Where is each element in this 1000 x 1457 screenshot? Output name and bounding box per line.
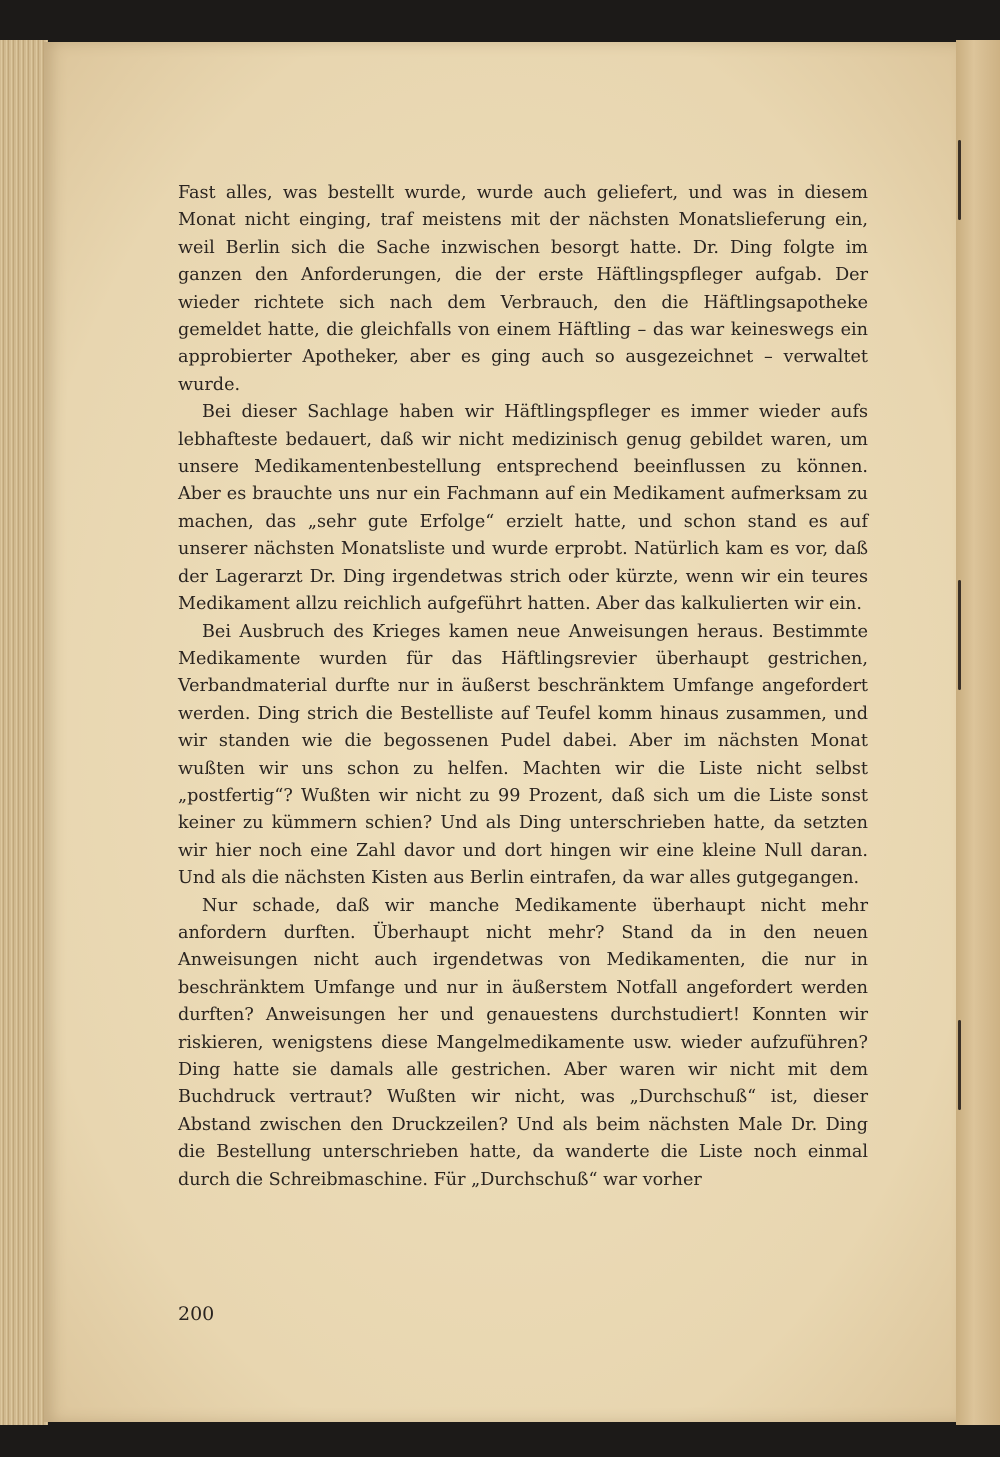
binding-mark	[958, 140, 961, 220]
paragraph: Nur schade, daß wir manche Medikamente überhaupt nicht mehr anfordern durften. Überhaupt nicht mehr? Stand da in den neuen Anweisungen nicht auch irgendetwas von Medikamenten, die nur in beschränktem Umfange und nur in äußerstem Notfall angefordert werden durften? Anweisungen her und genauestens durchstudiert! Konnten wir riskieren, wenigstens diese Mangelmedikamente usw. wieder aufzuführen? Ding hatte sie damals alle gestrichen. Aber waren wir nicht mit dem Buchdruck vertraut? Wußten wir nicht, was „Durchschuß“ ist, dieser Abstand zwischen den Druckzeilen? Und als beim nächsten Male Dr. Ding die Bestellung unterschrieben hatte, da wanderte die Liste noch einmal durch die Schreibmaschine. Für „Durchschuß“ war vorher	[178, 895, 868, 1190]
paragraph: Fast alles, was bestellt wurde, wurde auch geliefert, und was in diesem Monat nicht einging, traf meistens mit der nächsten Monatslieferung ein, weil Berlin sich die Sache inzwischen besorgt hatte. Dr. Ding folgte im ganzen den Anforderungen, die der erste Häftlingspfleger aufgab. Der wieder richtete sich nach dem Verbrauch, den die Häftlingsapotheke gemeldet hatte, die gleichfalls von einem Häftling – das war keineswegs ein approbierter Apotheker, aber es ging auch so ausgezeichnet – verwaltet wurde.	[178, 183, 868, 395]
binding-mark	[958, 580, 961, 690]
page-edges-left	[0, 40, 48, 1425]
page-number: 200	[178, 1303, 215, 1325]
facing-page-edge	[956, 40, 1000, 1425]
binding-mark	[958, 1020, 961, 1110]
paragraph: Bei dieser Sachlage haben wir Häftlingspfleger es immer wieder aufs lebhafteste bedauert, daß wir nicht medizinisch genug gebildet waren, um unsere Medikamentenbestellung entsprechend beeinflussen zu können. Aber es brauchte uns nur ein Fachmann auf ein Medikament aufmerksam zu machen, das „sehr gute Erfolge“ erzielt hatte, und schon stand es auf unserer nächsten Monatsliste und wurde erprobt. Natürlich kam es vor, daß der Lagerarzt Dr. Ding irgendetwas strich oder kürzte, wenn wir ein teures Medikament allzu reichlich aufgeführt hatten. Aber das kalkulierten wir ein.	[178, 402, 868, 615]
paragraph: Bei Ausbruch des Krieges kamen neue Anweisungen heraus. Bestimmte Medikamente wurden für das Häftlingsrevier überhaupt gestrichen, Verbandmaterial durfte nur in äußerst beschränktem Umfange angefordert werden. Ding strich die Bestelliste auf Teufel komm hinaus zusammen, und wir standen wie die begossenen Pudel dabei. Aber im nächsten Monat wußten wir uns schon zu helfen. Machten wir die Liste nicht selbst „postfertig“? Wußten wir nicht zu 99 Prozent, daß sich um die Liste sonst keiner zu kümmern schien? Und als Ding unterschrieben hatte, da setzten wir hier noch eine Zahl davor und dort hingen wir eine kleine Null daran. Und als die nächsten Kisten aus Berlin eintrafen, da war alles gutgegangen.	[178, 621, 868, 889]
body-text	[178, 180, 868, 1194]
